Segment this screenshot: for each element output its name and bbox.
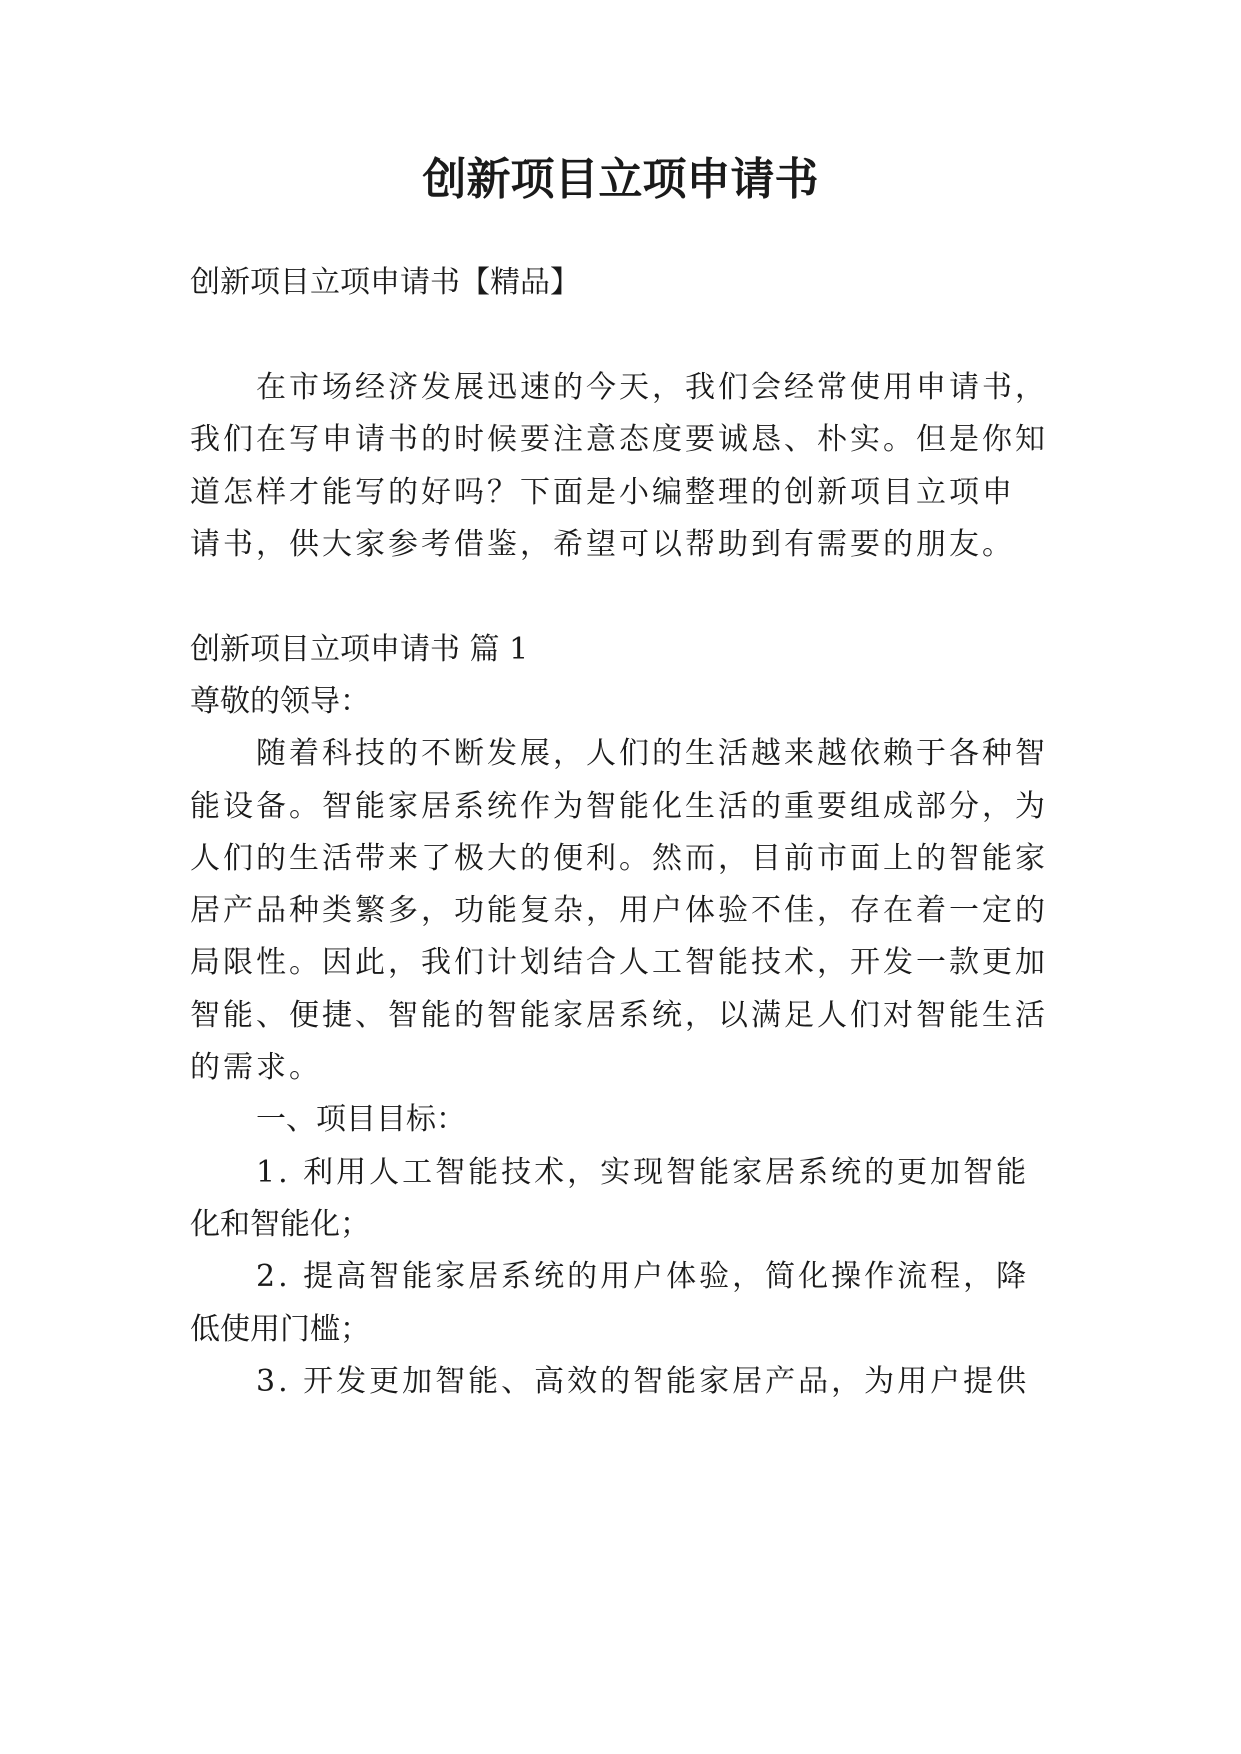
goal-line-2: 化和智能化；	[190, 1207, 370, 1242]
intro-line-1: 在市场经济发展迅速的今天，我们会经常使用申请书，	[256, 370, 1048, 405]
body-line-2: 能设备。智能家居系统作为智能化生活的重要组成部分，为	[190, 789, 1048, 824]
salutation: 尊敬的领导：	[190, 684, 370, 719]
goal-line-3: 2. 提高智能家居系统的用户体验，简化操作流程，降	[256, 1259, 1030, 1294]
section-heading: 创新项目立项申请书 篇 1	[190, 632, 529, 667]
document-title: 创新项目立项申请书	[422, 154, 819, 205]
goal-line-1: 1. 利用人工智能技术，实现智能家居系统的更加智能	[256, 1155, 1030, 1190]
goal-line-5: 3. 开发更加智能、高效的智能家居产品，为用户提供	[256, 1364, 1030, 1399]
intro-line-4: 请书，供大家参考借鉴，希望可以帮助到有需要的朋友。	[190, 527, 1015, 562]
body-line-1: 随着科技的不断发展，人们的生活越来越依赖于各种智	[256, 736, 1048, 771]
body-line-3: 人们的生活带来了极大的便利。然而，目前市面上的智能家	[190, 841, 1048, 876]
intro-line-3: 道怎样才能写的好吗？下面是小编整理的创新项目立项申	[190, 475, 1015, 510]
body-line-4: 居产品种类繁多，功能复杂，用户体验不佳，存在着一定的	[190, 893, 1048, 928]
document-subtitle: 创新项目立项申请书【精品】	[190, 265, 580, 300]
goal-line-4: 低使用门槛；	[190, 1312, 370, 1347]
goals-heading: 一、项目目标：	[256, 1102, 466, 1137]
body-line-7: 的需求。	[190, 1050, 322, 1085]
body-line-5: 局限性。因此，我们计划结合人工智能技术，开发一款更加	[190, 945, 1048, 980]
body-line-6: 智能、便捷、智能的智能家居系统，以满足人们对智能生活	[190, 998, 1048, 1033]
intro-line-2: 我们在写申请书的时候要注意态度要诚恳、朴实。但是你知	[190, 422, 1048, 457]
